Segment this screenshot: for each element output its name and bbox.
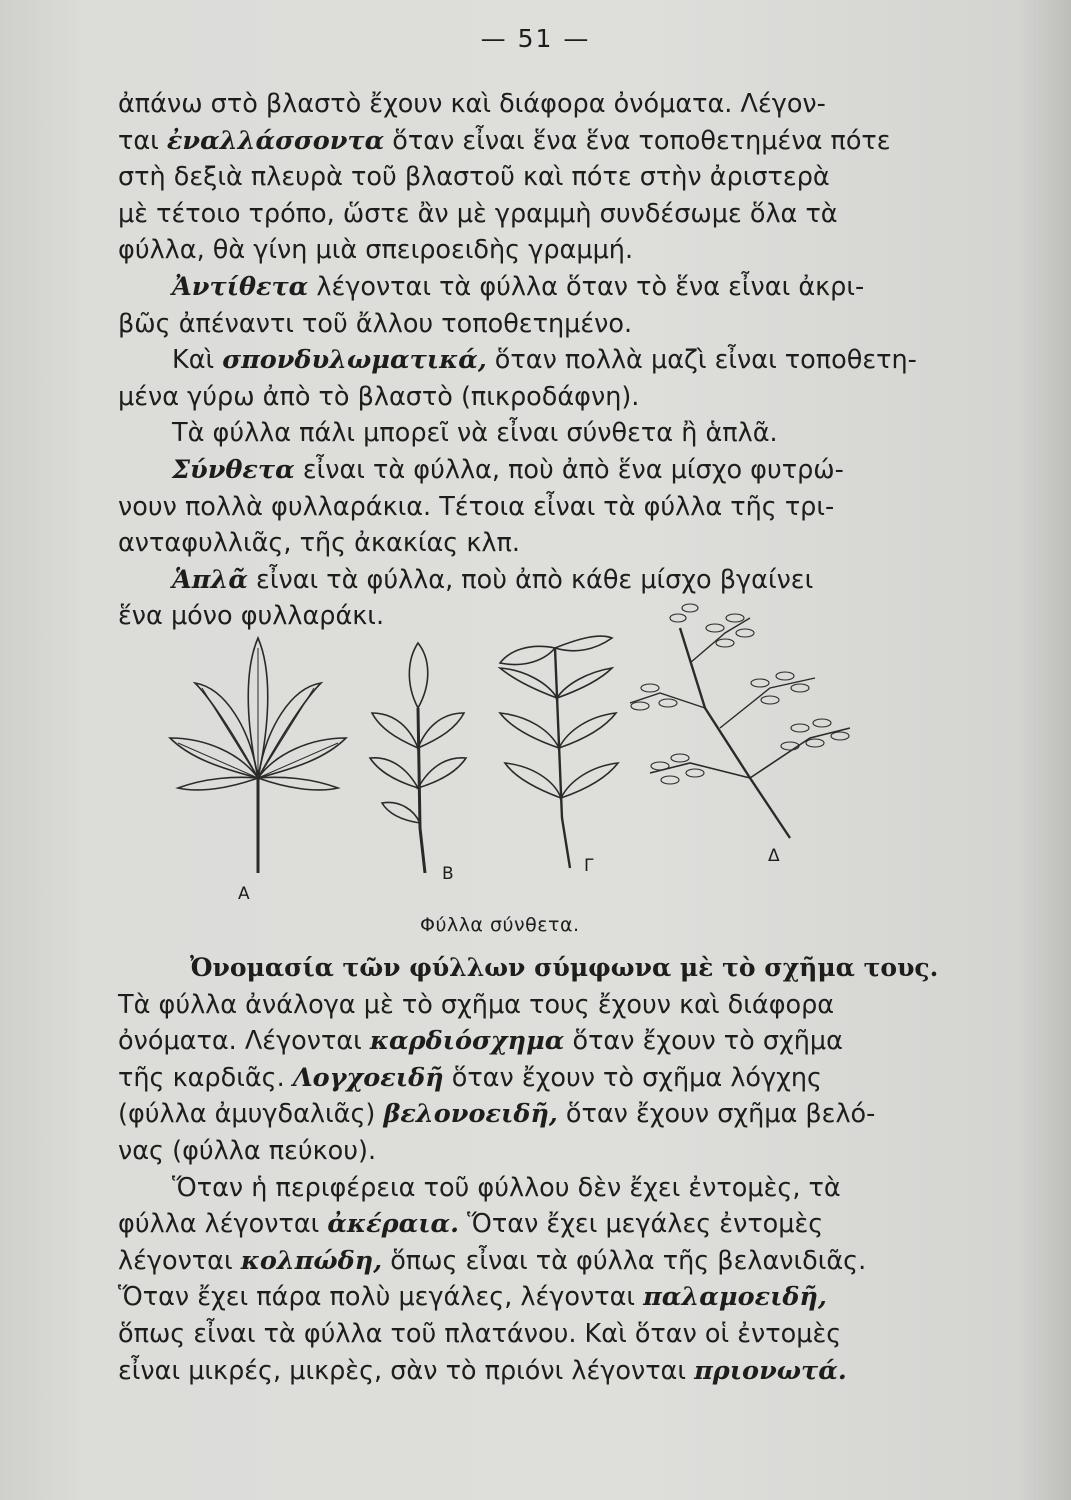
text-line	[118, 1353, 893, 1390]
text-fragment: ὅταν ἔχουν τὸ σχῆμα	[564, 1026, 843, 1057]
term-spondylomatika: σπονδυλωματικά,	[222, 345, 487, 376]
figure-label-c: Γ	[584, 856, 594, 876]
leaf-a-palmate	[170, 638, 346, 873]
text-fragment: εἶναι τὰ φύλλα, ποὺ ἀπὸ ἕνα μίσχο φυτρώ-	[294, 454, 844, 485]
leaves-illustration	[150, 588, 890, 918]
text-fragment: τῆς καρδιᾶς.	[118, 1062, 293, 1093]
text-line: βῶς ἀπέναντι τοῦ ἄλλου τοποθετημένο.	[118, 308, 633, 339]
text-line: ὅπως εἶναι τὰ φύλλα τοῦ πλατάνου. Καὶ ὅταν οἱ ἐντομὲς	[118, 1318, 842, 1349]
text-fragment: Ὅταν ἔχει πάρα πολὺ μεγάλες, λέγονται	[118, 1282, 644, 1313]
text-fragment: λέγονται	[118, 1245, 241, 1276]
text-fragment: ὅταν εἶναι ἕνα ἕνα τοποθετημένα πότε	[384, 125, 891, 156]
term-belonoeidi: βελονοειδῆ,	[383, 1099, 558, 1130]
text-fragment: ὀνόματα. Λέγονται	[118, 1026, 370, 1057]
term-akeraia: ἀκέραια.	[327, 1209, 460, 1240]
text-line: Τὰ φύλλα πάλι μπορεῖ νὰ εἶναι σύνθετα ἢ ἁπλᾶ.	[172, 418, 778, 449]
page-number: — 51 —	[480, 24, 591, 53]
term-enallassonta: ἐναλλάσσοντα	[166, 125, 385, 156]
text-fragment: φύλλα λέγονται	[118, 1209, 328, 1240]
text-line	[118, 123, 893, 160]
text-fragment: ὅταν πολλὰ μαζὶ εἶναι τοποθετη-	[486, 345, 917, 376]
text-fragment: Ὅταν ἔχει μεγάλες ἐντομὲς	[459, 1209, 824, 1240]
text-line: στὴ δεξιὰ πλευρὰ τοῦ βλαστοῦ καὶ πότε στὴν ἀριστερὰ	[118, 162, 830, 193]
text-line: μὲ τέτοιο τρόπο, ὥστε ἂν μὲ γραμμὴ συνδέσωμε ὅλα τὰ	[118, 198, 838, 229]
text-fragment: εἶναι τὰ φύλλα, ποὺ ἀπὸ κάθε μίσχο βγαίνει	[247, 564, 814, 595]
text-fragment: εἶναι μικρές, μικρὲς, σὰν τὸ πριόνι λέγονται	[118, 1355, 695, 1386]
figure-label-d: Δ	[768, 846, 780, 866]
text-line: φύλλα, θὰ γίνη μιὰ σπειροειδὴς γραμμή.	[118, 235, 634, 266]
text-fragment: λέγονται τὰ φύλλα ὅταν τὸ ἕνα εἶναι ἀκρι-	[308, 271, 865, 302]
term-prionota: πριονωτά.	[694, 1355, 847, 1386]
text-fragment: Καὶ	[172, 345, 223, 376]
text-line: ανταφυλλιᾶς, τῆς ἀκακίας κλπ.	[118, 528, 520, 559]
text-line: ἕνα μόνο φυλλαράκι.	[118, 601, 385, 632]
text-fragment: (φύλλα ἀμυγδαλιᾶς)	[118, 1099, 384, 1130]
figure-caption: Φύλλα σύνθετα.	[420, 914, 580, 936]
term-kardioschima: καρδιόσχημα	[369, 1026, 565, 1057]
text-line	[118, 1279, 893, 1316]
term-antitheta: Ἀντίθετα	[172, 271, 309, 302]
text-fragment: ὅταν ἔχουν τὸ σχῆμα λόγχης	[443, 1062, 822, 1093]
text-line	[118, 342, 917, 379]
text-line	[118, 269, 893, 306]
text-line	[118, 452, 893, 489]
text-fragment: ὅταν ἔχουν σχῆμα βελό-	[557, 1099, 876, 1130]
text-line: Τὰ φύλλα ἀνάλογα μὲ τὸ σχῆμα τους ἔχουν καὶ διάφορα	[118, 989, 835, 1020]
leaf-d-acacia	[630, 604, 850, 838]
text-line: ἀπάνω στὸ βλαστὸ ἔχουν καὶ διάφορα ὀνόματα. Λέγον-	[118, 89, 826, 119]
term-apla: Ἁπλᾶ	[172, 564, 248, 595]
term-palamoeidi: παλαμοειδῆ,	[643, 1282, 827, 1313]
upper-text-block	[118, 86, 917, 635]
text-fragment: ται	[118, 125, 167, 156]
text-line	[118, 1023, 893, 1060]
compound-leaves-figure	[150, 588, 890, 928]
term-logchoeidi: Λογχοειδῆ	[292, 1062, 444, 1093]
lower-text-block	[118, 950, 939, 1389]
leaf-c-elongated	[500, 636, 618, 868]
leaf-b-pinnate	[370, 643, 466, 873]
figure-label-b: Β	[442, 864, 454, 884]
figure-label-a: Α	[238, 884, 250, 904]
text-line: νας (φύλλα πεύκου).	[118, 1135, 377, 1166]
text-line	[118, 1206, 893, 1243]
text-line: μένα γύρω ἀπὸ τὸ βλαστὸ (πικροδάφνη).	[118, 381, 640, 412]
text-line	[118, 1060, 893, 1097]
text-line: νουν πολλὰ φυλλαράκια. Τέτοια εἶναι τὰ φύλλα τῆς τρι-	[118, 491, 835, 522]
text-fragment: ὅπως εἶναι τὰ φύλλα τῆς βελανιδιᾶς.	[382, 1245, 867, 1276]
term-kolpodi: κολπώδη,	[240, 1245, 383, 1276]
term-syntheta: Σύνθετα	[172, 454, 295, 485]
text-line	[118, 1243, 893, 1280]
text-line	[118, 1096, 893, 1133]
text-line: Ὅταν ἡ περιφέρεια τοῦ φύλλου δὲν ἔχει ἐντομὲς, τὰ	[172, 1172, 841, 1203]
section-heading: Ὀνομασία τῶν φύλλων σύμφωνα μὲ τὸ σχῆμα τους.	[190, 953, 939, 982]
